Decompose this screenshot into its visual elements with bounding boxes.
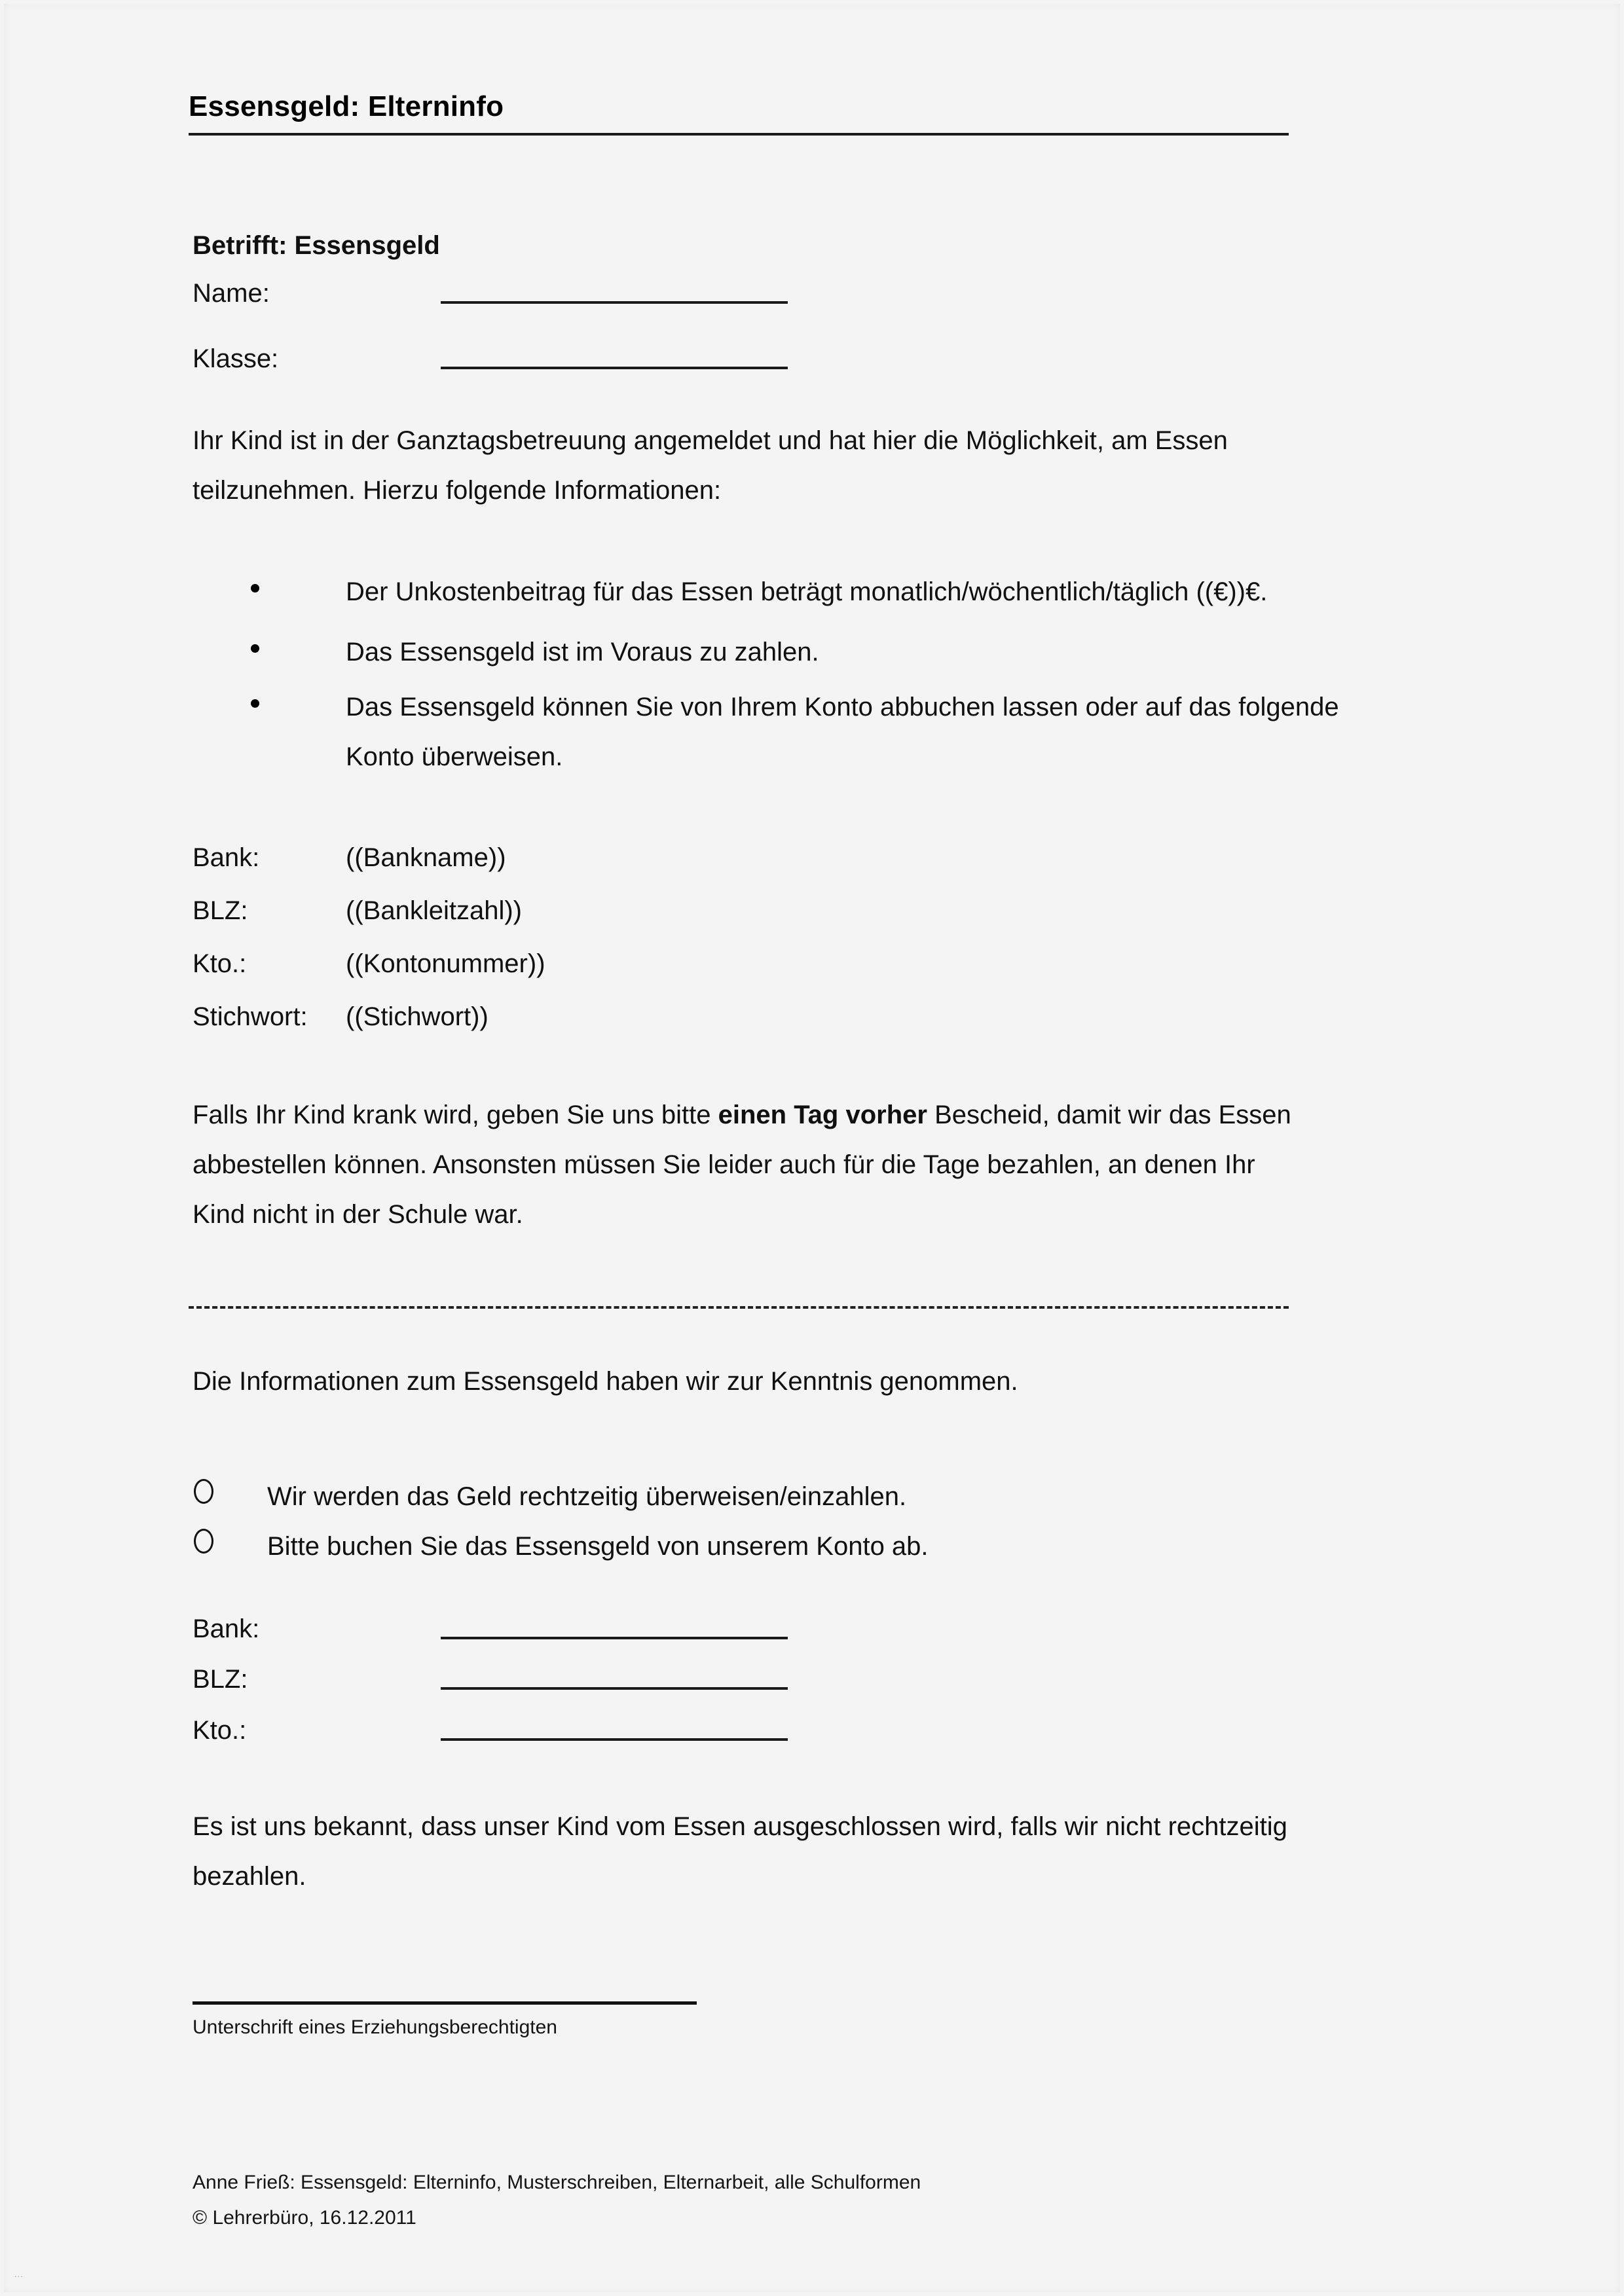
blz-value: ((Bankleitzahl))	[346, 896, 522, 925]
illness-text-before: Falls Ihr Kind krank wird, geben Sie uns bitte	[193, 1101, 718, 1129]
bank-value: ((Bankname))	[346, 843, 506, 872]
illness-text-emphasis: einen Tag vorher	[718, 1101, 927, 1129]
radio-option-direct-debit[interactable]	[194, 1529, 213, 1554]
signature-input[interactable]	[193, 2001, 697, 2005]
radio-label-transfer: Wir werden das Geld rechtzeitig überweisen/einzahlen.	[267, 1482, 907, 1511]
blz-form-input[interactable]	[441, 1687, 788, 1690]
kto-form-input[interactable]	[441, 1738, 788, 1741]
klasse-field-label: Klasse:	[193, 344, 279, 373]
list-item: Der Unkostenbeitrag für das Essen beträgt monatlich/wöchentlich/täglich ((€))€.	[346, 577, 1268, 606]
blz-label: BLZ:	[193, 896, 248, 925]
exclusion-paragraph: Es ist uns bekannt, dass unser Kind vom Essen ausgeschlossen wird, falls wir nicht rechtzeitig bezahlen.	[193, 1812, 1287, 1891]
signature-caption: Unterschrift eines Erziehungsberechtigten	[193, 2016, 557, 2038]
corner-artifact: ...	[14, 2269, 24, 2279]
bullet-marker-icon	[251, 699, 259, 708]
acknowledgement-text: Die Informationen zum Essensgeld haben wir zur Kenntnis genommen.	[193, 1367, 1018, 1396]
kto-value: ((Kontonummer))	[346, 949, 545, 978]
footer-copyright: © Lehrerbüro, 16.12.2011	[193, 2207, 416, 2229]
title-divider	[189, 133, 1289, 136]
bank-form-input[interactable]	[441, 1637, 788, 1639]
bullet-marker-icon	[251, 644, 259, 653]
illness-paragraph	[193, 1090, 1306, 1239]
kto-label: Kto.:	[193, 949, 247, 978]
kto-form-label: Kto.:	[193, 1716, 247, 1745]
list-item: Das Essensgeld können Sie von Ihrem Konto abbuchen lassen oder auf das folgende Konto überweisen.	[346, 693, 1339, 771]
name-field-label: Name:	[193, 279, 270, 308]
bullet-marker-icon	[251, 584, 259, 592]
page-title: Essensgeld: Elterninfo	[189, 90, 504, 122]
section-divider	[189, 1306, 1289, 1309]
intro-paragraph: Ihr Kind ist in der Ganztagsbetreuung angemeldet und hat hier die Möglichkeit, am Essen teilzunehmen. Hierzu folgende Informationen:	[193, 426, 1228, 505]
bank-form-label: Bank:	[193, 1614, 260, 1643]
radio-option-transfer[interactable]	[194, 1479, 213, 1504]
document-sheet	[189, 0, 1446, 2296]
klasse-input[interactable]	[441, 367, 788, 369]
list-item: Das Essensgeld ist im Voraus zu zahlen.	[346, 638, 819, 666]
stichwort-value: ((Stichwort))	[346, 1002, 489, 1031]
illness-text-after: Bescheid, damit wir das Essen abbestellen können. Ansonsten müssen Sie leider auch für die Tage bezahlen, an denen Ihr Kind nicht in der Schule war.	[193, 1101, 1291, 1229]
stichwort-label: Stichwort:	[193, 1002, 308, 1031]
radio-label-direct-debit: Bitte buchen Sie das Essensgeld von unserem Konto ab.	[267, 1532, 929, 1561]
blz-form-label: BLZ:	[193, 1665, 248, 1694]
name-input[interactable]	[441, 301, 788, 304]
footer-source: Anne Frieß: Essensgeld: Elterninfo, Musterschreiben, Elternarbeit, alle Schulformen	[193, 2172, 921, 2193]
bank-label: Bank:	[193, 843, 260, 872]
subject-heading: Betrifft: Essensgeld	[193, 231, 440, 260]
